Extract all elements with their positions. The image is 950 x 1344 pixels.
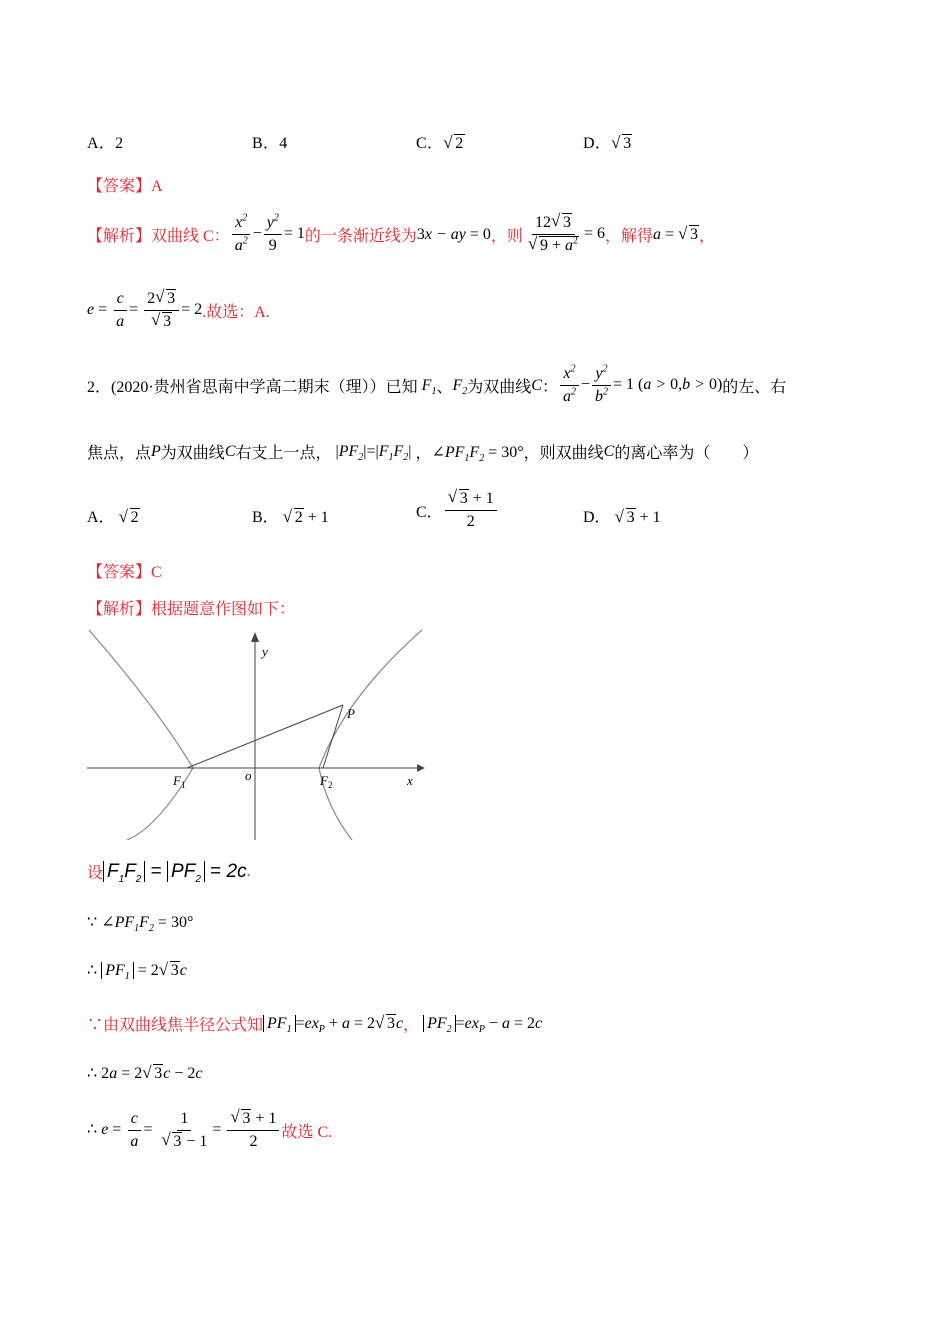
q2-option-d: D． √ 3 + 1	[583, 504, 661, 527]
q1-analysis-line2: e = $\frac{c}{a}$ = 2√ 3 √ 3 = 2 .故选：A.	[87, 290, 270, 331]
q2-answer: 【答案】C	[87, 564, 162, 581]
origin-label: o	[245, 768, 252, 783]
x-axis-arrow	[417, 764, 425, 772]
point-p-label: P	[347, 706, 355, 721]
f1-subscript: 1	[181, 780, 186, 790]
q2-option-b: B． √ 2 + 1	[252, 504, 329, 527]
step-2: ∵ $\angle PF_1F_2 = 30^\circ$	[87, 914, 194, 935]
y-label: y	[262, 644, 268, 659]
q1-analysis-line1: 【解析】 双曲线 C： $\frac{x^2}{a^2}$ − $\frac{y^2}{9}$ = 1 的一条渐近线为 3x − ay = 0 ，则 12√ 3 √ $9 + a^2$ = 6 ，解得 a = √ 3 ，	[87, 214, 715, 255]
q2-option-a: A． √ 2	[87, 504, 140, 527]
hyperbola-figure	[87, 628, 427, 840]
segment-pf1	[187, 705, 343, 768]
y-axis-arrow	[251, 632, 259, 642]
q2-stem-line1: 2．(2020·贵州省思南中学高二期末（理））已知 $F_1$ 、 $F_2$ 为双曲线 C ： $\frac{x^2}{a^2}$ − $\frac{y^2}{b^2}$ = 1 (a > 0,b > 0) 的左、右	[87, 363, 787, 405]
q2-stem-line2: 焦点，点 P 为双曲线 C 右支上一点， $|PF_2|=|F_1F_2|$ ， $\angle PF_1F_2 = 30^\circ$ ，则双曲线 C 的离心率为（ ）	[87, 442, 759, 464]
f2-label: F	[320, 773, 328, 788]
q1-option-b: B．4	[252, 135, 288, 152]
step-1: 设 $F_1F_2 = PF_2 = 2c$ .	[87, 860, 251, 885]
q1-answer: 【答案】A	[87, 178, 163, 195]
step-6: ∴ e = $\frac{c}{a}$ = 1 √ 3 − 1 = √ $\frac{3 + 1}{2}$ 故选 C.	[87, 1110, 332, 1151]
segment-pf2	[323, 705, 343, 768]
right-branch	[319, 630, 422, 840]
left-branch	[89, 630, 193, 840]
step-5: ∴ 2a = 2√ 3c − 2c	[87, 1063, 202, 1083]
step-3: ∴ $PF_1 = 2√$ 3c	[87, 960, 187, 980]
x-label: x	[407, 773, 413, 788]
q2-analysis-heading: 【解析】根据题意作图如下：	[87, 601, 296, 618]
q1-option-c: C．√ 2	[416, 130, 465, 153]
f2-subscript: 2	[328, 780, 333, 790]
q1-option-a: A．2	[87, 135, 124, 152]
f1-label: F	[173, 773, 181, 788]
q2-option-c: C． √ $\frac{3 + 1}{2}$	[416, 490, 499, 531]
step-4: ∵由双曲线焦半径公式知 $PF_1 =ex_P + a = 2√$ 3c ， $PF_2 =ex_P - a = 2c$	[87, 1012, 542, 1035]
q1-option-d: D．√ 3	[583, 130, 632, 153]
